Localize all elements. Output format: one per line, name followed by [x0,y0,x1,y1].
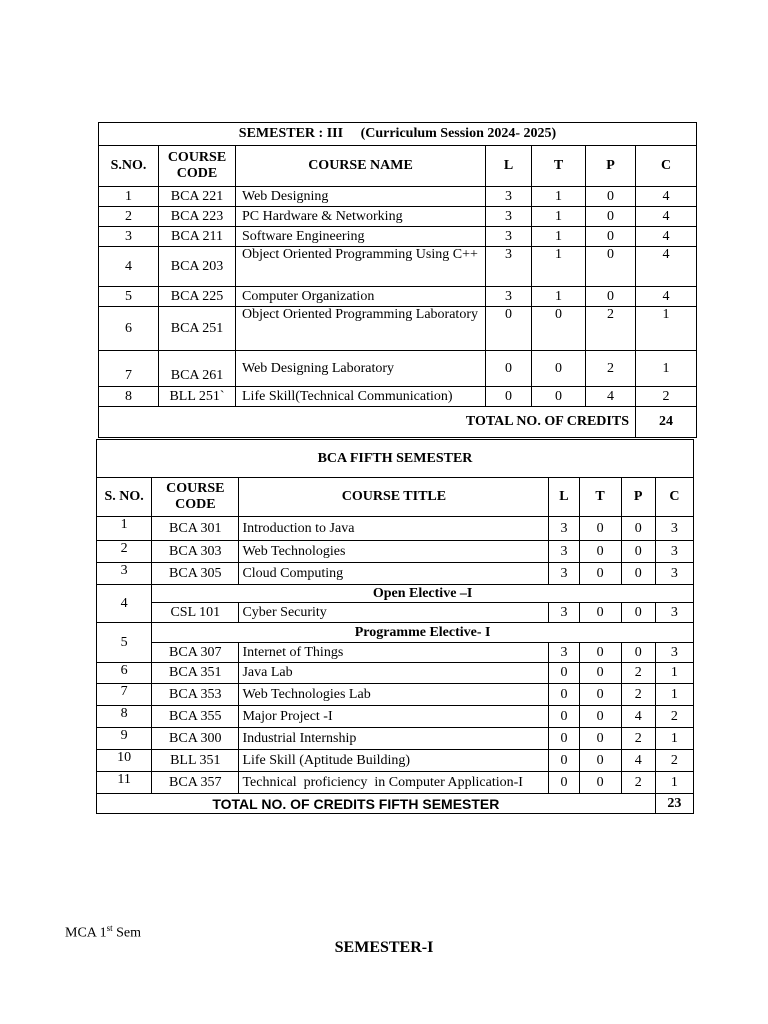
table-row [99,351,697,387]
cell-t: 1 [532,247,586,287]
table-row [99,307,697,351]
cell-p: 0 [586,227,636,247]
cell-name: Life Skill(Technical Communication) [236,387,486,407]
footer-course-sup: st [106,923,113,933]
table-row [97,750,694,772]
cell-c: 1 [655,663,693,684]
cell-p: 0 [621,643,655,663]
header-t: T [579,478,621,517]
cell-sno: 1 [97,517,152,541]
cell-p: 2 [621,728,655,750]
cell-p: 2 [621,772,655,794]
header-t: T [532,146,586,187]
table-row [97,706,694,728]
cell-c: 1 [636,307,697,351]
cell-name: Web Designing Laboratory [236,351,486,387]
table-row [99,387,697,407]
cell-sno: 2 [99,207,159,227]
table-row [97,541,694,563]
header-code: COURSE CODE [159,146,236,187]
cell-code: BLL 251` [159,387,236,407]
total-row [97,794,694,814]
open-elective-label: Open Elective –I [152,585,694,603]
cell-t: 0 [579,728,621,750]
cell-code: BCA 351 [152,663,239,684]
cell-sno: 3 [99,227,159,247]
table-row [99,247,697,287]
header-row [97,478,694,517]
cell-code: BCA 301 [152,517,239,541]
header-p: P [586,146,636,187]
cell-t: 1 [532,207,586,227]
cell-code: BCA 300 [152,728,239,750]
cell-c: 3 [655,541,693,563]
cell-sno: 1 [99,187,159,207]
cell-t: 0 [579,563,621,585]
table-row [97,563,694,585]
programme-elective-header-row [97,623,694,643]
session-label: (Curriculum Session 2024- 2025) [360,126,557,141]
cell-l: 0 [549,750,579,772]
cell-t: 1 [532,287,586,307]
footer-course-prefix: MCA 1 [65,925,107,941]
cell-code: BCA 221 [159,187,236,207]
cell-code: BCA 357 [152,772,239,794]
cell-c: 3 [655,603,693,623]
cell-t: 0 [579,517,621,541]
cell-code: BCA 203 [159,247,236,287]
cell-sno: 2 [97,541,152,563]
cell-name: Computer Organization [236,287,486,307]
cell-t: 0 [532,307,586,351]
programme-elective-label: Programme Elective- I [152,623,694,643]
header-l: L [549,478,579,517]
total-value: 23 [655,794,693,814]
header-name: COURSE TITLE [239,478,549,517]
footer-course-suffix: Sem [112,925,142,941]
cell-code: BCA 211 [159,227,236,247]
header-sno: S. NO. [97,478,152,517]
cell-name: Industrial Internship [239,728,549,750]
cell-l: 0 [549,706,579,728]
cell-code: BCA 305 [152,563,239,585]
cell-c: 4 [636,207,697,227]
cell-c: 4 [636,187,697,207]
cell-p: 2 [621,663,655,684]
cell-c: 1 [636,351,697,387]
cell-p: 0 [621,603,655,623]
cell-l: 0 [549,684,579,706]
cell-code: BCA 307 [152,643,239,663]
cell-sno: 11 [97,772,152,794]
header-code: COURSE CODE [152,478,239,517]
fifth-semester-table [96,439,694,814]
cell-t: 0 [579,663,621,684]
cell-l: 0 [549,728,579,750]
cell-name: Web Technologies Lab [239,684,549,706]
cell-c: 3 [655,643,693,663]
table-row [97,684,694,706]
cell-p: 0 [621,517,655,541]
cell-l: 3 [486,287,532,307]
cell-p: 2 [586,307,636,351]
table-row [99,187,697,207]
header-l: L [486,146,532,187]
cell-c: 1 [655,772,693,794]
cell-p: 0 [621,541,655,563]
table-row [97,772,694,794]
table-row [97,643,694,663]
cell-c: 2 [655,706,693,728]
next-semester-heading: SEMESTER-I [334,939,434,956]
cell-t: 0 [579,772,621,794]
cell-l: 0 [486,307,532,351]
cell-name: Internet of Things [239,643,549,663]
cell-code: BCA 223 [159,207,236,227]
table-row [97,728,694,750]
cell-c: 2 [636,387,697,407]
cell-name: Web Technologies [239,541,549,563]
cell-sno: 10 [97,750,152,772]
cell-l: 0 [486,387,532,407]
table-row [97,663,694,684]
cell-code: BCA 261 [159,351,236,387]
cell-p: 2 [586,351,636,387]
cell-t: 0 [532,351,586,387]
cell-l: 3 [549,643,579,663]
semester-iii-table [98,122,697,438]
cell-name: Web Designing [236,187,486,207]
table-title [99,123,697,146]
cell-p: 4 [586,387,636,407]
cell-code: BCA 355 [152,706,239,728]
cell-code: BCA 303 [152,541,239,563]
total-value: 24 [636,407,697,438]
cell-sno: 8 [99,387,159,407]
table-row [97,517,694,541]
cell-p: 0 [586,207,636,227]
cell-t: 0 [579,541,621,563]
cell-c: 3 [655,517,693,541]
cell-name: Object Oriented Programming Using C++ [236,247,486,287]
cell-c: 1 [655,684,693,706]
cell-l: 0 [549,772,579,794]
cell-l: 0 [486,351,532,387]
cell-code: BCA 251 [159,307,236,351]
table-row [99,227,697,247]
cell-sno: 4 [99,247,159,287]
cell-sno: 4 [97,585,152,623]
cell-name: Cyber Security [239,603,549,623]
cell-sno: 5 [99,287,159,307]
cell-p: 0 [586,287,636,307]
table-row [99,207,697,227]
cell-name: Software Engineering [236,227,486,247]
header-sno: S.NO. [99,146,159,187]
cell-c: 4 [636,287,697,307]
cell-c: 1 [655,728,693,750]
cell-p: 0 [586,187,636,207]
cell-sno: 6 [99,307,159,351]
total-label: TOTAL NO. OF CREDITS FIFTH SEMESTER [97,794,656,814]
table-row [97,603,694,623]
cell-sno: 6 [97,663,152,684]
cell-c: 3 [655,563,693,585]
header-p: P [621,478,655,517]
cell-code: BLL 351 [152,750,239,772]
total-row [99,407,697,438]
cell-t: 0 [532,387,586,407]
cell-p: 4 [621,706,655,728]
cell-t: 1 [532,187,586,207]
semester-label: SEMESTER : III [238,126,344,141]
table-title: BCA FIFTH SEMESTER [97,440,694,478]
header-c: C [636,146,697,187]
open-elective-header-row [97,585,694,603]
cell-t: 0 [579,643,621,663]
cell-sno: 5 [97,623,152,663]
cell-l: 3 [486,207,532,227]
cell-code: BCA 225 [159,287,236,307]
cell-t: 1 [532,227,586,247]
cell-l: 0 [549,663,579,684]
cell-t: 0 [579,603,621,623]
cell-p: 2 [621,684,655,706]
cell-t: 0 [579,684,621,706]
header-c: C [655,478,693,517]
cell-sno: 7 [97,684,152,706]
cell-c: 4 [636,227,697,247]
header-row [99,146,697,187]
cell-code: BCA 353 [152,684,239,706]
cell-l: 3 [486,247,532,287]
cell-t: 0 [579,706,621,728]
cell-l: 3 [549,517,579,541]
total-label: TOTAL NO. OF CREDITS [99,407,636,438]
cell-name: Life Skill (Aptitude Building) [239,750,549,772]
cell-name: Cloud Computing [239,563,549,585]
cell-l: 3 [549,541,579,563]
cell-sno: 8 [97,706,152,728]
cell-c: 2 [655,750,693,772]
cell-name: Technical proficiency in Computer Application-I [239,772,549,794]
cell-name: Object Oriented Programming Laboratory [236,307,486,351]
cell-p: 0 [586,247,636,287]
cell-l: 3 [486,187,532,207]
cell-name: Introduction to Java [239,517,549,541]
cell-p: 4 [621,750,655,772]
cell-l: 3 [549,563,579,585]
cell-name: PC Hardware & Networking [236,207,486,227]
cell-c: 4 [636,247,697,287]
cell-name: Major Project -I [239,706,549,728]
cell-p: 0 [621,563,655,585]
cell-sno: 7 [99,351,159,387]
cell-sno: 3 [97,563,152,585]
cell-name: Java Lab [239,663,549,684]
cell-code: CSL 101 [152,603,239,623]
cell-l: 3 [486,227,532,247]
cell-t: 0 [579,750,621,772]
cell-l: 3 [549,603,579,623]
header-name: COURSE NAME [236,146,486,187]
cell-sno: 9 [97,728,152,750]
table-row [99,287,697,307]
